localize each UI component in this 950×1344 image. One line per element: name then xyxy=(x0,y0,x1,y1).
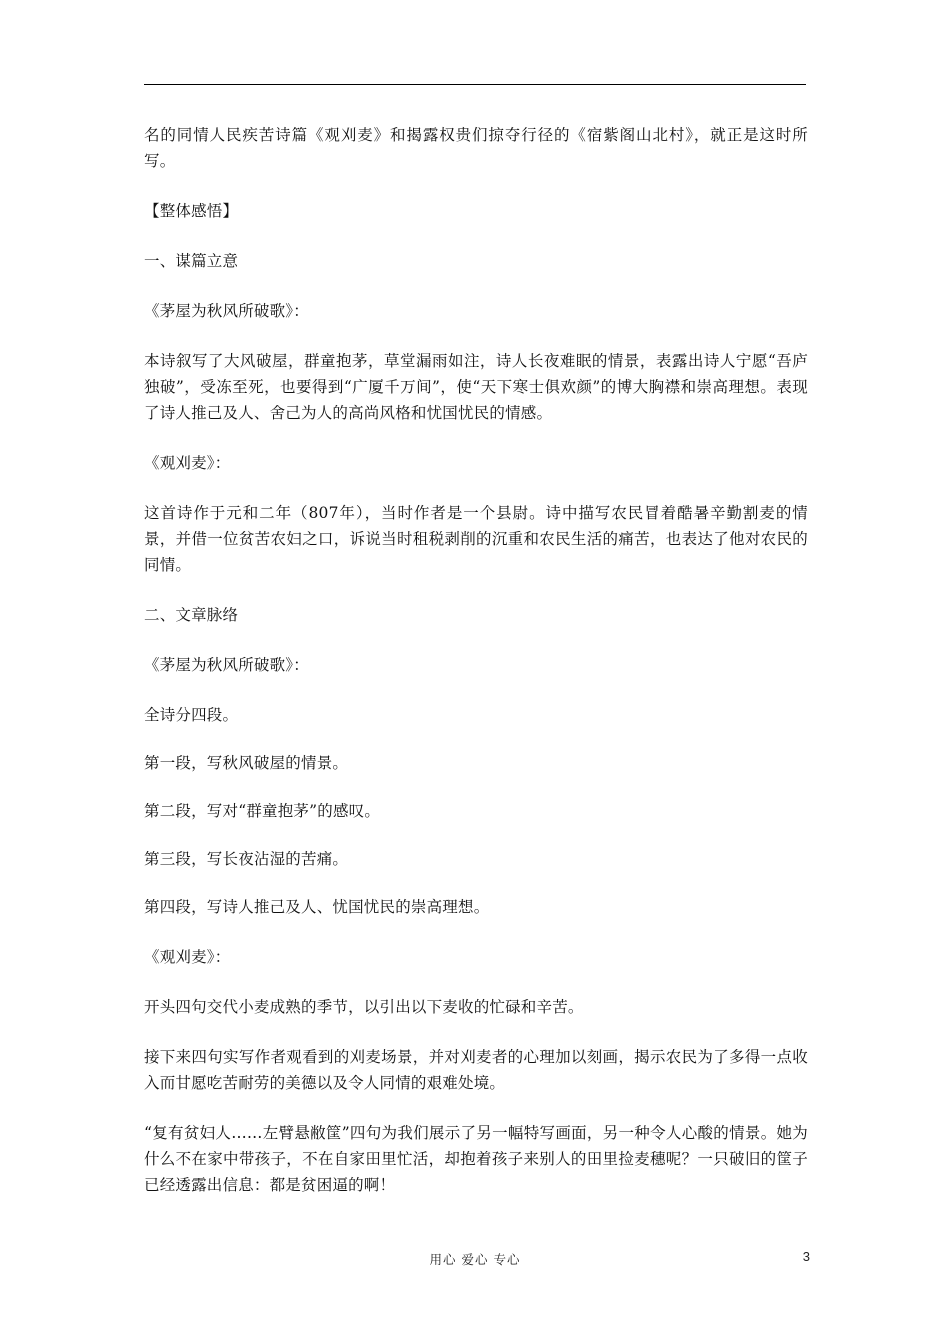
poem-title-guanyimai: 《观刈麦》： xyxy=(144,454,231,472)
subheading-structure: 二、文章脉络 xyxy=(144,606,239,624)
header-rule xyxy=(144,84,806,85)
paragraph-opening-lines: 开头四句交代小麦成熟的季节，以引出以下麦收的忙碌和辛苦。 xyxy=(144,998,584,1016)
paragraph-section-2: 第二段，写对“群童抱茅”的感叹。 xyxy=(144,802,381,820)
paragraph-next-lines: 接下来四句实写作者观看到的刈麦场景，并对刈麦者的心理加以刻画，揭示农民为了多得一点收入而甘愿吃苦耐劳的美德以及令人同情的艰难处境。 xyxy=(144,1048,808,1092)
footer-motto: 用心 爱心 专心 xyxy=(429,1252,521,1267)
paragraph-guanyimai-theme: 这首诗作于元和二年（807年），当时作者是一个县尉。诗中描写农民冒着酷暑辛勤割麦的情景，并借一位贫苦农妇之口，诉说当时租税剥削的沉重和农民生活的痛苦，也表达了他对农民的同情。 xyxy=(144,504,808,574)
paragraph-section-3: 第三段，写长夜沾湿的苦痛。 xyxy=(144,850,349,868)
paragraph-intro-continuation: 名的同情人民疾苦诗篇《观刈麦》和揭露权贵们掠夺行径的《宿紫阁山北村》，就正是这时所写。 xyxy=(144,126,808,170)
paragraph-maowu-theme: 本诗叙写了大风破屋，群童抱茅，草堂漏雨如注，诗人长夜难眠的情景，表露出诗人宁愿“吾庐独破”，受冻至死，也要得到“广厦千万间”，使“天下寒士俱欢颜”的博大胸襟和崇高理想。表现了诗人推己及人、舍己为人的高尚风格和忧国忧民的情感。 xyxy=(144,352,808,422)
paragraph-section-4: 第四段，写诗人推己及人、忧国忧民的崇高理想。 xyxy=(144,898,490,916)
poem-title-guanyimai-structure: 《观刈麦》： xyxy=(144,948,231,966)
page-number: 3 xyxy=(802,1249,810,1264)
document-body xyxy=(144,122,808,1198)
paragraph-four-sections: 全诗分四段。 xyxy=(144,706,239,724)
subheading-theme: 一、谋篇立意 xyxy=(144,252,239,270)
poem-title-maowu-structure: 《茅屋为秋风所破歌》： xyxy=(144,656,309,674)
paragraph-poor-woman: “复有贫妇人……左臂悬敝筐”四句为我们展示了另一幅特写画面，另一种令人心酸的情景。她为什么不在家中带孩子，不在自家田里忙活，却抱着孩子来别人的田里捡麦穗呢？一只破旧的筐子已经透露出信息：都是贫困逼的啊！ xyxy=(144,1124,808,1194)
paragraph-section-1: 第一段，写秋风破屋的情景。 xyxy=(144,754,349,772)
poem-title-maowu: 《茅屋为秋风所破歌》： xyxy=(144,302,309,320)
section-heading-overall: 【整体感悟】 xyxy=(144,202,239,220)
